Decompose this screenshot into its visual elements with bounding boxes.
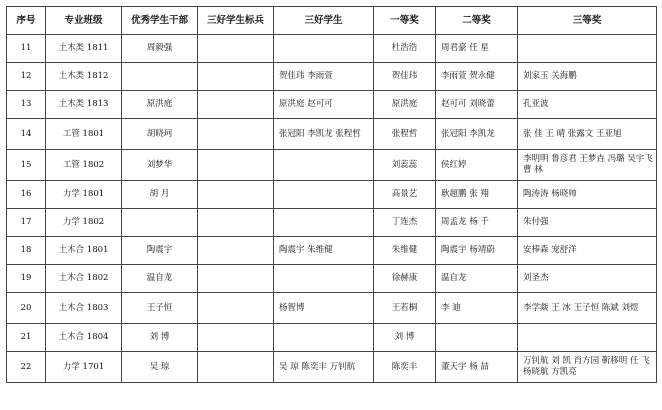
header-merit: 三好学生 — [274, 7, 374, 35]
cell-third: 刘家玉 关海鹏 — [518, 63, 657, 91]
cell-second: 侯红婷 — [436, 150, 518, 181]
header-cadre: 优秀学生干部 — [122, 7, 198, 35]
cell-merit: 原洪庭 赵可可 — [274, 91, 374, 119]
cell-cadre: 刘 博 — [122, 324, 198, 352]
cell-model — [198, 181, 274, 209]
cell-third: 陶涛涛 杨晓帅 — [518, 181, 657, 209]
table-row — [7, 324, 657, 352]
cell-first: 丁连杰 — [374, 209, 436, 237]
header-no: 序号 — [7, 7, 46, 35]
cell-class: 土木类 1813 — [46, 91, 122, 119]
cell-class: 工管 1802 — [46, 150, 122, 181]
cell-second: 董天宇 杨 喆 — [436, 352, 518, 383]
cell-model — [198, 63, 274, 91]
cell-model — [198, 237, 274, 265]
table-row — [7, 63, 657, 91]
cell-no: 13 — [7, 91, 46, 119]
cell-first: 陈奕丰 — [374, 352, 436, 383]
header-first: 一等奖 — [374, 7, 436, 35]
cell-no: 20 — [7, 293, 46, 324]
cell-class: 土木类 1812 — [46, 63, 122, 91]
cell-third: 张 佳 王 晴 张露文 王亚旭 — [518, 119, 657, 150]
table-row — [7, 237, 657, 265]
table-row — [7, 181, 657, 209]
cell-first: 杜浩浩 — [374, 35, 436, 63]
cell-second: 耿超鹏 张 翔 — [436, 181, 518, 209]
cell-cadre: 温自龙 — [122, 265, 198, 293]
cell-class: 工管 1801 — [46, 119, 122, 150]
cell-third: 孔亚波 — [518, 91, 657, 119]
cell-class: 土木合 1802 — [46, 265, 122, 293]
table-row — [7, 352, 657, 383]
award-table — [6, 6, 657, 383]
cell-class: 力学 1802 — [46, 209, 122, 237]
cell-model — [198, 324, 274, 352]
cell-cadre: 原洪庭 — [122, 91, 198, 119]
cell-model — [198, 209, 274, 237]
cell-first: 张程哲 — [374, 119, 436, 150]
cell-no: 14 — [7, 119, 46, 150]
cell-merit — [274, 265, 374, 293]
cell-merit — [274, 324, 374, 352]
cell-first: 原洪庭 — [374, 91, 436, 119]
cell-third: 李明明 鲁彦君 王梦垚 冯璐 吴宇飞 曹 林 — [518, 150, 657, 181]
table-row — [7, 91, 657, 119]
award-list-sheet — [6, 6, 656, 404]
cell-no: 15 — [7, 150, 46, 181]
cell-no: 19 — [7, 265, 46, 293]
cell-third: 安棒森 宠舒洋 — [518, 237, 657, 265]
cell-no: 22 — [7, 352, 46, 383]
cell-second: 赵可可 刘晓蕾 — [436, 91, 518, 119]
cell-class: 力学 1801 — [46, 181, 122, 209]
cell-merit — [274, 209, 374, 237]
header-class: 专业班级 — [46, 7, 122, 35]
cell-no: 21 — [7, 324, 46, 352]
cell-class: 土木合 1804 — [46, 324, 122, 352]
cell-model — [198, 119, 274, 150]
cell-merit: 陶震宇 朱维健 — [274, 237, 374, 265]
cell-first: 朱维健 — [374, 237, 436, 265]
cell-third: 万钊航 刘 凯 肖方园 靳移明 任 飞 杨晓航 方凯亮 — [518, 352, 657, 383]
cell-merit — [274, 35, 374, 63]
cell-second: 张冠阳 李凯龙 — [436, 119, 518, 150]
table-row — [7, 209, 657, 237]
cell-second: 温自龙 — [436, 265, 518, 293]
cell-second: 周孟龙 杨 千 — [436, 209, 518, 237]
cell-merit — [274, 150, 374, 181]
cell-first: 贺佳玮 — [374, 63, 436, 91]
cell-third — [518, 35, 657, 63]
cell-cadre: 陶震宇 — [122, 237, 198, 265]
cell-second: 李 迪 — [436, 293, 518, 324]
cell-cadre — [122, 63, 198, 91]
cell-merit: 杨智博 — [274, 293, 374, 324]
cell-class: 土木合 1803 — [46, 293, 122, 324]
cell-class: 土木合 1801 — [46, 237, 122, 265]
cell-no: 12 — [7, 63, 46, 91]
cell-second: 李雨萱 贺永健 — [436, 63, 518, 91]
cell-no: 11 — [7, 35, 46, 63]
table-row — [7, 35, 657, 63]
cell-model — [198, 91, 274, 119]
cell-cadre: 胡晓珂 — [122, 119, 198, 150]
cell-merit: 贺佳玮 李雨萱 — [274, 63, 374, 91]
cell-class: 力学 1701 — [46, 352, 122, 383]
cell-model — [198, 293, 274, 324]
cell-second — [436, 324, 518, 352]
cell-cadre: 周毅强 — [122, 35, 198, 63]
cell-merit: 张冠阳 李凯龙 张程哲 — [274, 119, 374, 150]
table-row — [7, 119, 657, 150]
table-row — [7, 265, 657, 293]
cell-second: 周君豪 任 星 — [436, 35, 518, 63]
cell-first: 高景艺 — [374, 181, 436, 209]
cell-cadre — [122, 209, 198, 237]
cell-third: 李学燚 王 冰 王子恒 陈斌 刘煜 — [518, 293, 657, 324]
table-row — [7, 150, 657, 181]
cell-merit — [274, 181, 374, 209]
cell-first: 刘 博 — [374, 324, 436, 352]
header-model: 三好学生标兵 — [198, 7, 274, 35]
cell-cadre: 王子恒 — [122, 293, 198, 324]
cell-no: 17 — [7, 209, 46, 237]
cell-model — [198, 352, 274, 383]
cell-model — [198, 265, 274, 293]
cell-first: 徐赫康 — [374, 265, 436, 293]
cell-cadre: 刘梦华 — [122, 150, 198, 181]
cell-merit: 吴 琼 陈奕丰 万钊航 — [274, 352, 374, 383]
header-row — [7, 7, 657, 35]
cell-model — [198, 35, 274, 63]
cell-cadre: 胡 月 — [122, 181, 198, 209]
cell-no: 16 — [7, 181, 46, 209]
cell-second: 陶震宇 杨靖蔚 — [436, 237, 518, 265]
cell-model — [198, 150, 274, 181]
cell-first: 刘蕊蕊 — [374, 150, 436, 181]
cell-third: 朱付强 — [518, 209, 657, 237]
cell-third: 刘圣杰 — [518, 265, 657, 293]
cell-cadre: 吴 琼 — [122, 352, 198, 383]
cell-first: 王若桐 — [374, 293, 436, 324]
header-third: 三等奖 — [518, 7, 657, 35]
cell-third — [518, 324, 657, 352]
header-second: 二等奖 — [436, 7, 518, 35]
cell-no: 18 — [7, 237, 46, 265]
cell-class: 土木类 1811 — [46, 35, 122, 63]
table-row — [7, 293, 657, 324]
